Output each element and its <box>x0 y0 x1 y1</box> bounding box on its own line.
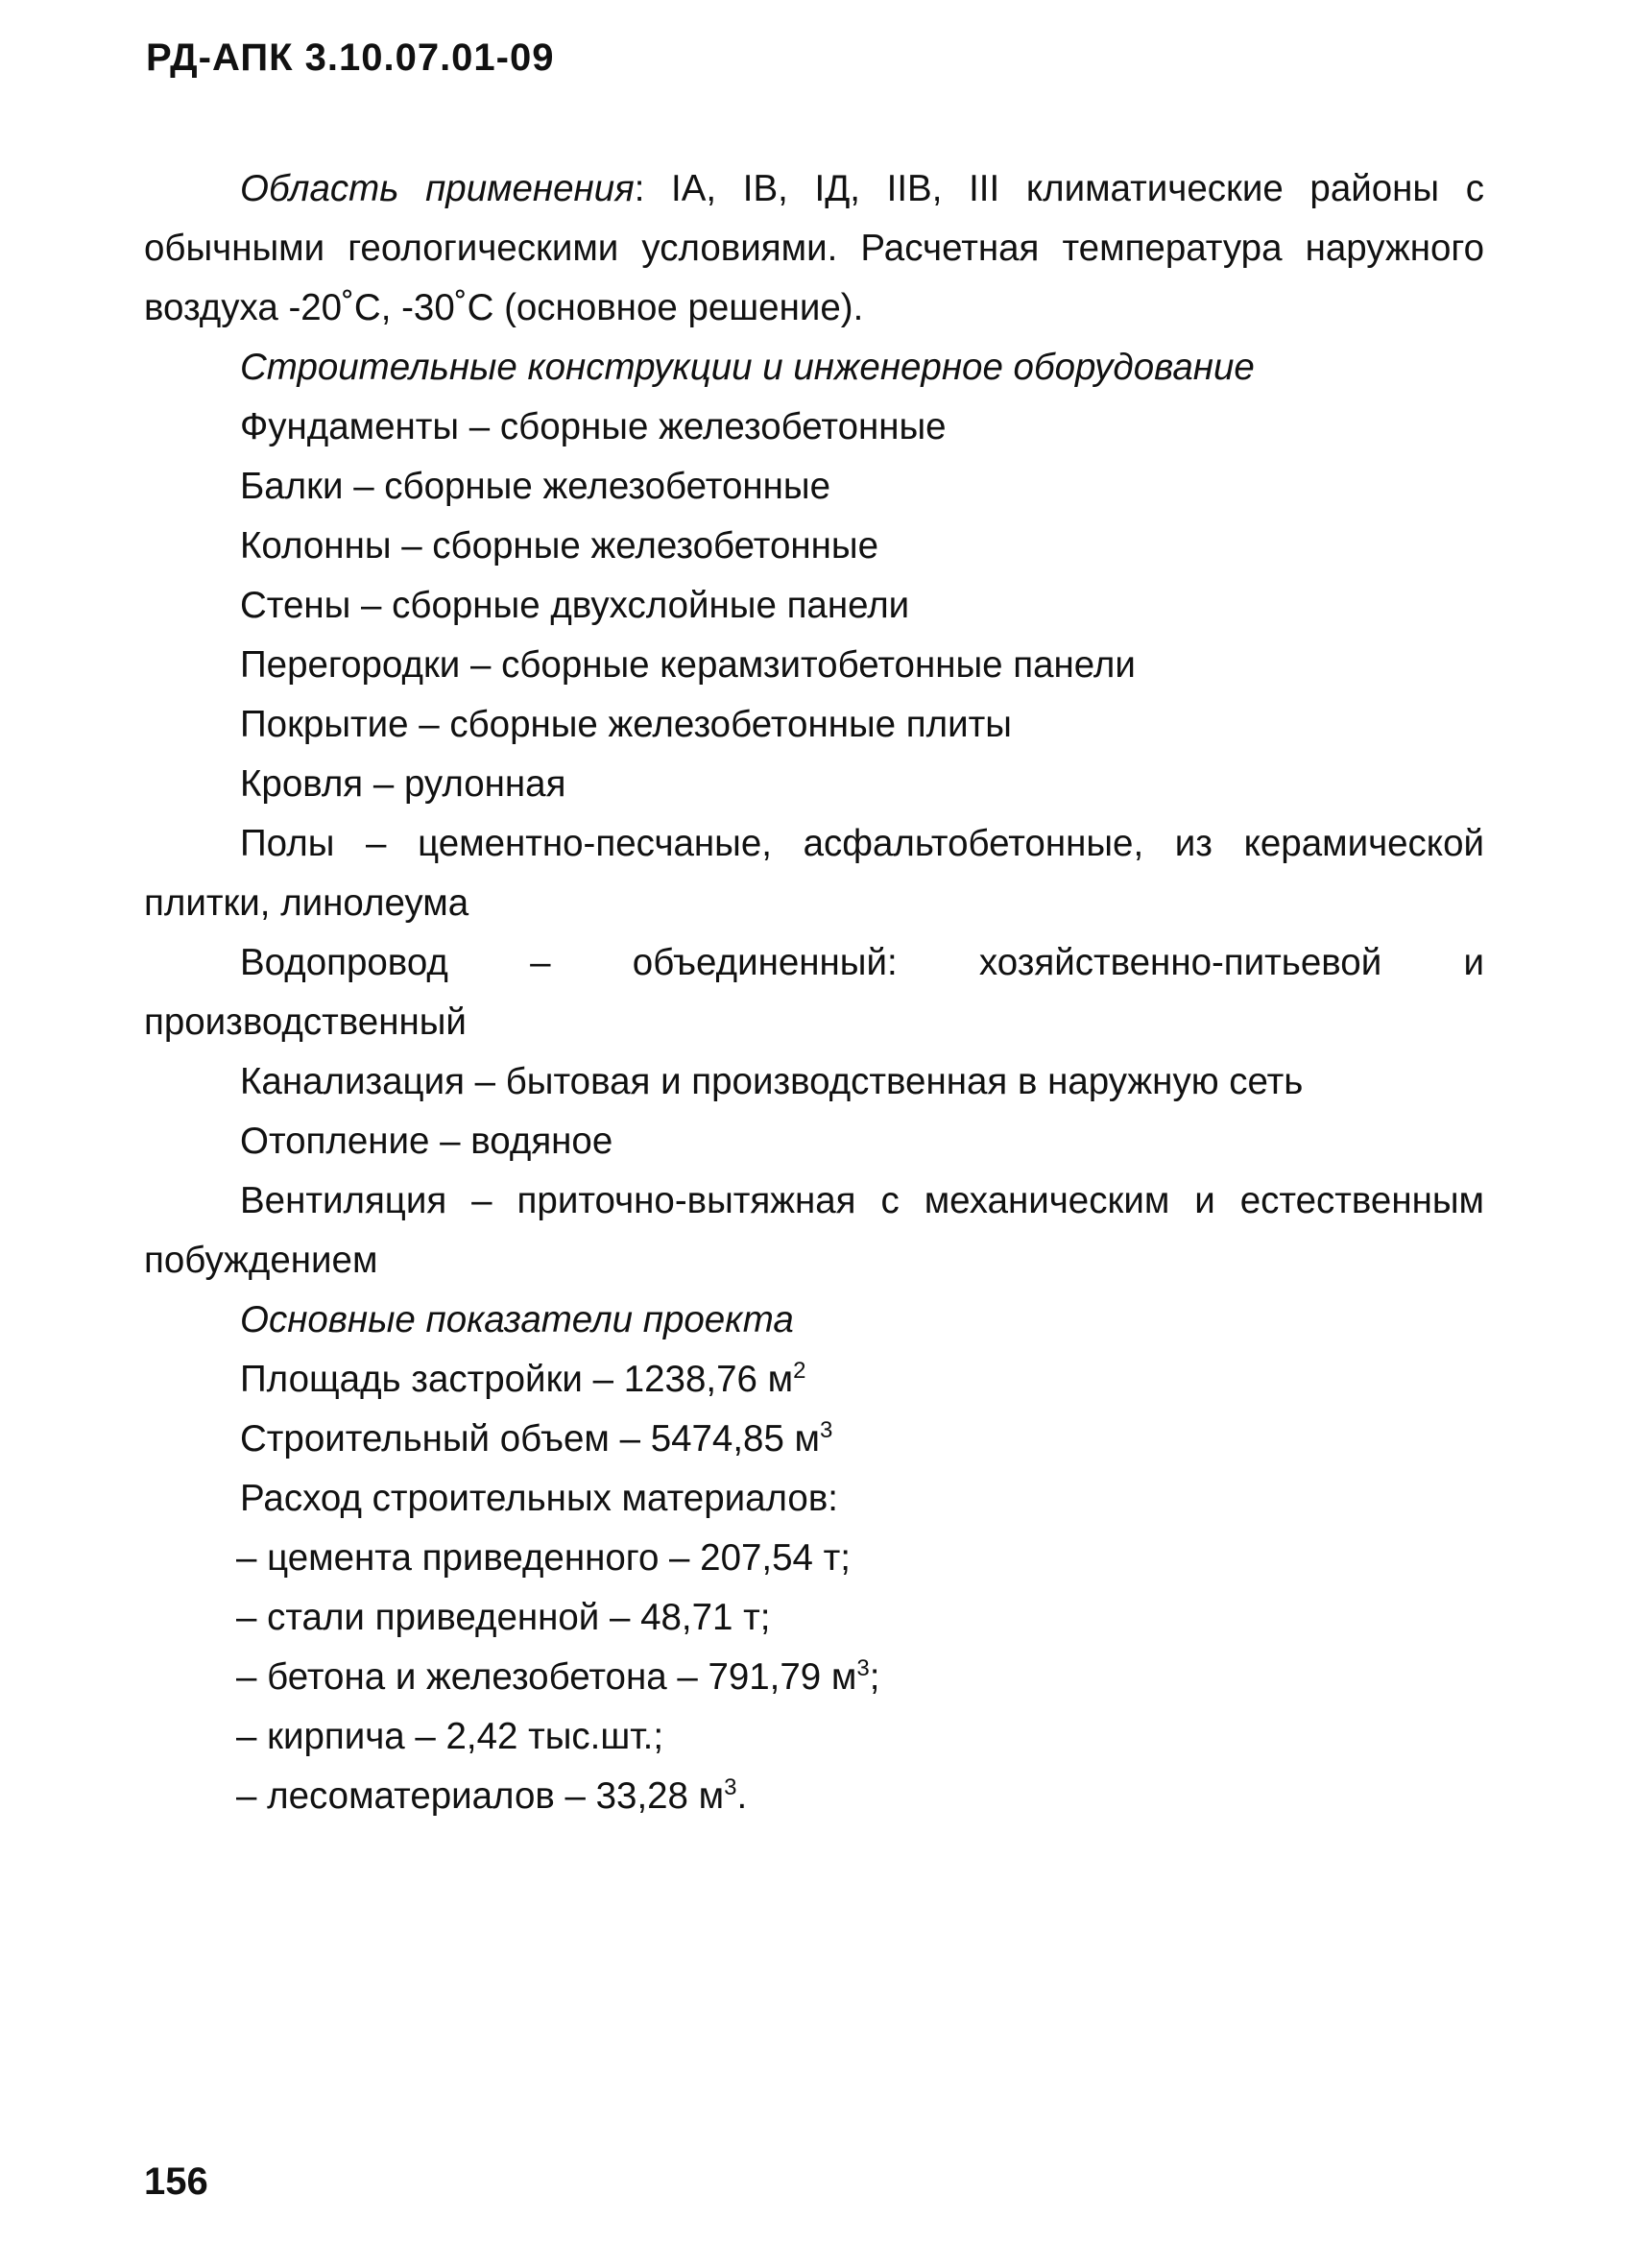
building-area-text: Площадь застройки – 1238,76 м <box>240 1359 794 1400</box>
construction-item-partitions: Перегородки – сборные керамзитобетонные панели <box>240 644 1136 686</box>
document-body <box>144 159 1484 1826</box>
material-item-cement <box>144 1529 1484 1588</box>
material-item-steel <box>144 1588 1484 1648</box>
material-item-brick-text: – кирпича – 2,42 тыс.шт.; <box>236 1716 664 1757</box>
material-item-timber <box>144 1767 1484 1826</box>
building-area-unit-power: 2 <box>793 1358 806 1384</box>
construction-item-walls: Стены – сборные двухслойные панели <box>240 585 910 626</box>
building-volume <box>144 1410 1484 1469</box>
construction-item-roof-covering: Покрытие – сборные железобетонные плиты <box>240 704 1012 745</box>
construction-item-beams: Балки – сборные железобетонные <box>240 466 830 507</box>
scope-paragraph <box>144 159 1484 338</box>
construction-item-columns: Колонны – сборные железобетонные <box>240 525 878 567</box>
materials-heading: Расход строительных материалов: <box>240 1478 838 1519</box>
material-item-concrete-tail: ; <box>869 1656 880 1698</box>
indicators-heading: Основные показатели проекта <box>240 1299 794 1340</box>
construction-item-roofing: Кровля – рулонная <box>240 763 566 805</box>
material-item-concrete-unit-power: 3 <box>856 1655 870 1681</box>
building-volume-text: Строительный объем – 5474,85 м <box>240 1418 821 1460</box>
construction-item-floors: Полы – цементно-песчаные, асфальтобетонные, из керамической плитки, линолеума <box>144 823 1484 924</box>
material-item-brick <box>144 1707 1484 1767</box>
material-item-concrete <box>144 1648 1484 1707</box>
building-volume-unit-power: 3 <box>820 1417 833 1443</box>
scope-label: Область применения <box>240 168 635 209</box>
construction-item-ventilation: Вентиляция – приточно-вытяжная с механическим и естественным побуждением <box>144 1180 1484 1281</box>
material-item-cement-text: – цемента приведенного – 207,54 т; <box>236 1537 851 1579</box>
construction-item-sewerage: Канализация – бытовая и производственная в наружную сеть <box>240 1061 1304 1102</box>
document-code: РД-АПК 3.10.07.01-09 <box>146 36 555 79</box>
building-area <box>144 1350 1484 1410</box>
material-item-timber-tail: . <box>736 1775 748 1817</box>
scope-text: : IA, IB, IД, IIB, III климатические районы с обычными геологическими условиями. Расчетная температура наружного воздуха -20˚С, -30˚С (основное решение). <box>144 168 1484 328</box>
construction-item-heating: Отопление – водяное <box>240 1121 613 1162</box>
construction-item-water-supply: Водопровод – объединенный: хозяйственно-питьевой и производственный <box>144 942 1484 1043</box>
material-item-timber-text: – лесоматериалов – 33,28 м <box>236 1775 725 1817</box>
page-number: 156 <box>144 2160 208 2203</box>
material-item-timber-unit-power: 3 <box>724 1774 737 1800</box>
material-item-steel-text: – стали приведенной – 48,71 т; <box>236 1597 771 1638</box>
construction-item-foundations: Фундаменты – сборные железобетонные <box>240 406 947 447</box>
material-item-concrete-text: – бетона и железобетона – 791,79 м <box>236 1656 857 1698</box>
constructions-heading: Строительные конструкции и инженерное оборудование <box>240 347 1255 388</box>
